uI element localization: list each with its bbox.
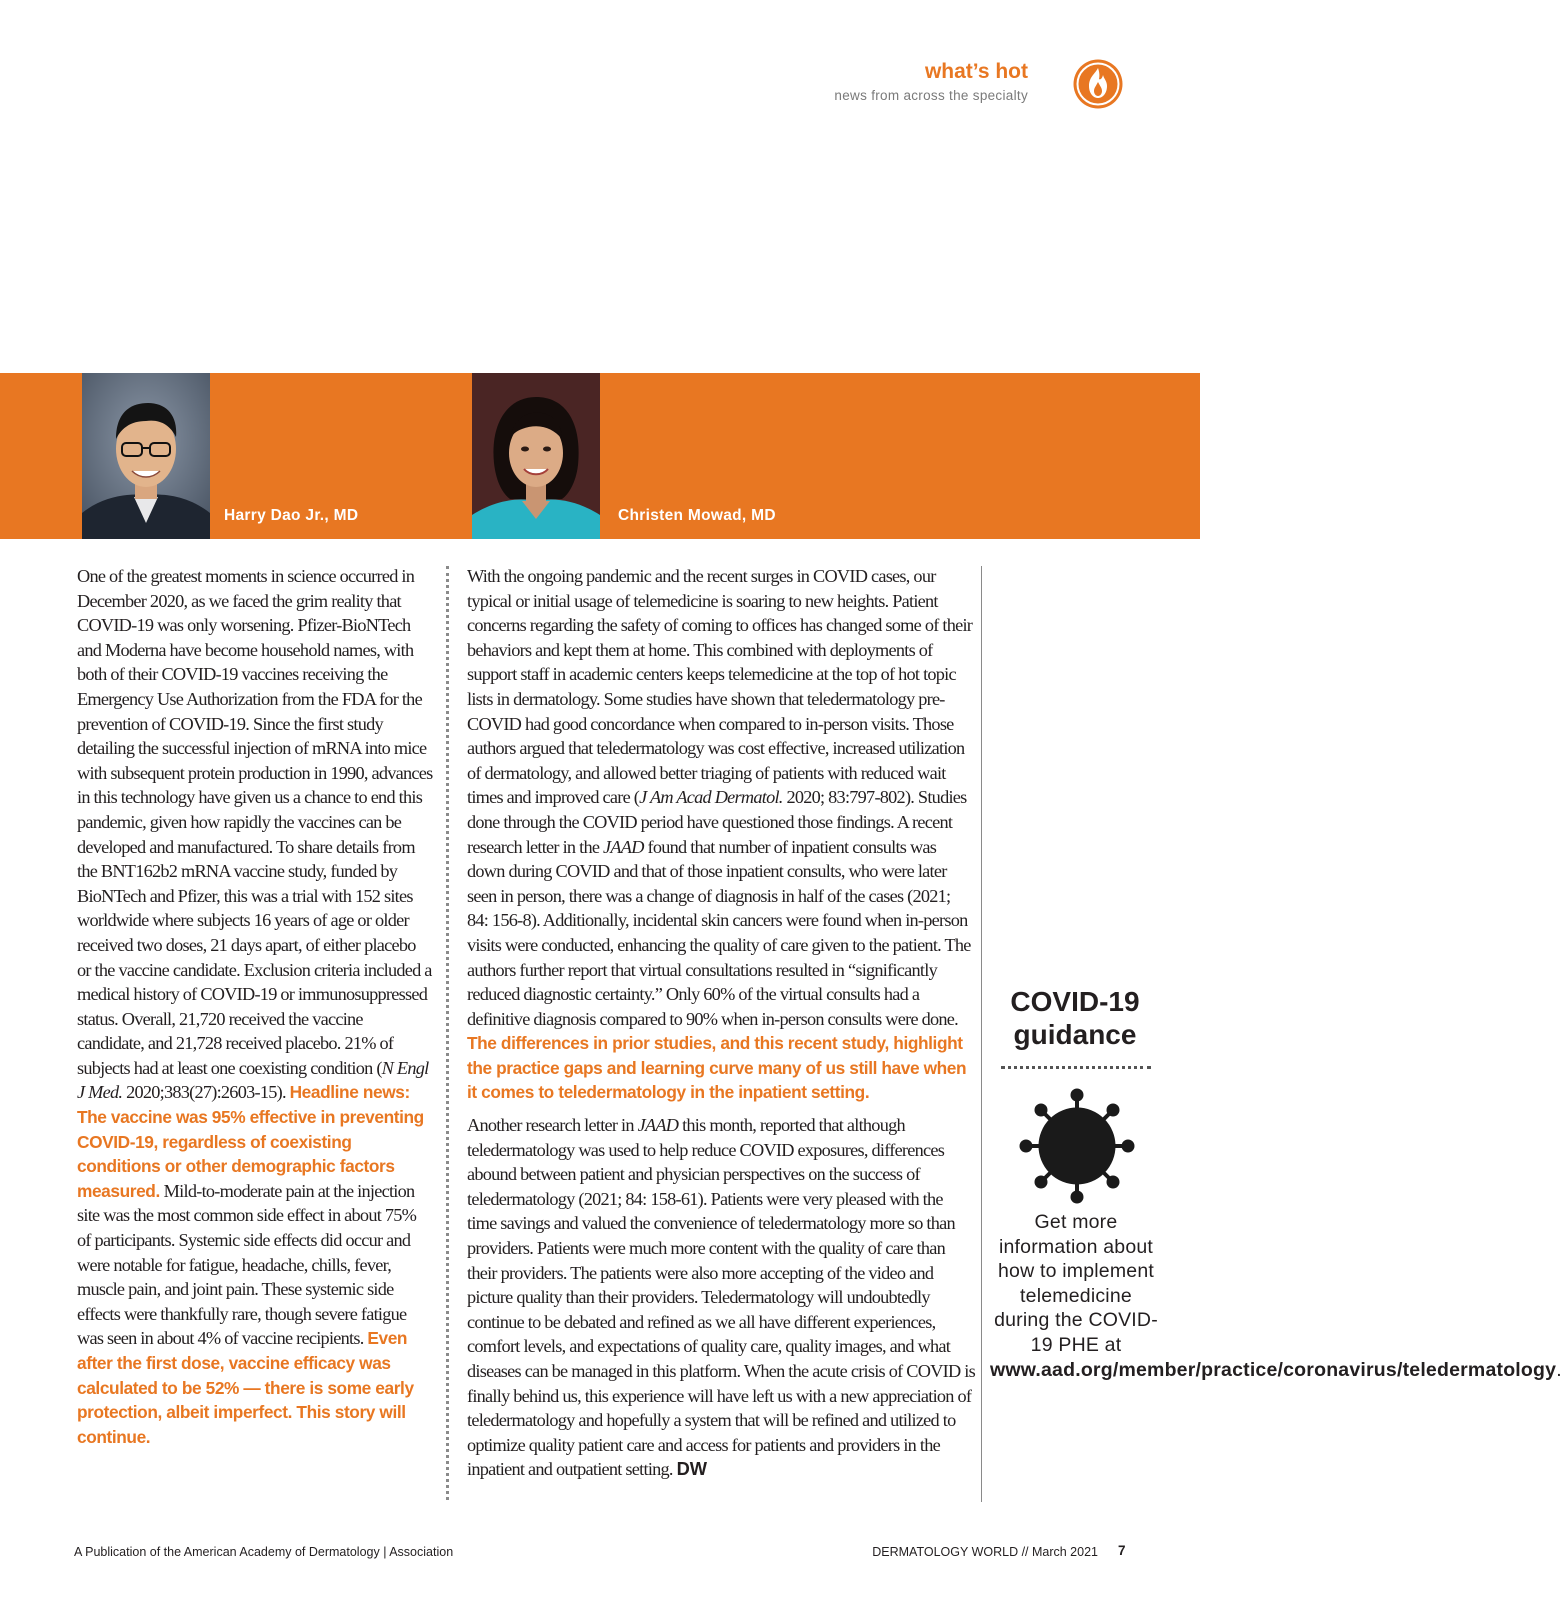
guidance-link[interactable]: www.aad.org/member/practice/coronavirus/teledermatology <box>990 1358 1557 1381</box>
footer-issue: DERMATOLOGY WORLD // March 2021 <box>872 1545 1098 1559</box>
flame-icon <box>1071 57 1125 111</box>
sidebar-title: COVID-19 guidance <box>1010 986 1140 1050</box>
section-subtitle: news from across the specialty <box>834 88 1028 103</box>
body-paragraph: With the ongoing pandemic and the recent surges in COVID cases, our typical or initial usage of telemedicine is soaring to new heights. Patient concerns regarding the safety of coming to offices has changed some of their behaviors and kept them at home. This combined with deployments of support staff in academic centers keeps telemedicine at the top of hot topic lists in dermatology. Some studies have shown that teledermatology pre-COVID had good concordance when compared to in-person visits. Those authors argued that teledermatology was cost effective, increased utilization of dermatology, and allowed better triaging of patients with reduced wait times and improved care (J Am Acad Dermatol. 2020; 83:797-802). Studies done through the COVID period have questioned those findings. A recent research letter in the JAAD found that number of inpatient consults was down during COVID and that of those inpatient consults, who were later seen in person, there was a change of diagnosis in half of the cases (2021; 84: 156-8). Additionally, incidental skin cancers were found when in-person visits were conducted, enhancing the quality of care given to the patient. The authors further report that virtual consultations resulted in “significantly reduced diagnostic certainty.” Only 60% of the virtual consults had a definitive diagnosis compared to 90% when in-person consults were done. The differences in prior studies, and this recent study, highlight the practice gaps and learning curve many of us still have when it comes to teledermatology in the inpatient setting. <box>467 566 973 1103</box>
author-photo-christen-mowad <box>472 373 600 539</box>
body-paragraph: Another research letter in JAAD this month, reported that although teledermatology was used to help reduce COVID exposures, differences abound between patient and physician perspectives on the success of teledermatology (2021; 84: 158-61). Patients were very pleased with the time savings and valued the convenience of teledermatology more so than providers. Patients were much more content with the quality of care than their providers. The patients were also more accepting of the video and picture quality than their providers. Teledermatology will undoubtedly continue to be debated and refined as we all have different experiences, comfort levels, and expectations of quality care, quality images, and what diseases can be managed in this platform. When the acute crisis of COVID is finally behind us, this experience will have left us with a new appreciation of teledermatology and hopefully a system that will be refined and utilized to optimize quality patient care and access for patients and providers in the inpatient and outpatient setting. DW <box>467 1115 975 1480</box>
footer-publisher: A Publication of the American Academy of Dermatology | Association <box>74 1545 454 1559</box>
page-number: 7 <box>1118 1543 1126 1558</box>
article-column-teledermatology <box>467 564 975 1482</box>
section-title: what’s hot <box>924 60 1028 83</box>
author-photo-harry-dao <box>82 373 210 539</box>
highlight-text: Headline news: The vaccine was 95% effective in preventing COVID-19, regardless of coexisting conditions or other demographic factors measured. <box>77 1082 424 1201</box>
column-divider <box>446 566 449 1500</box>
body-paragraph: One of the greatest moments in science occurred in December 2020, as we faced the grim reality that COVID-19 was only worsening. Pfizer-BioNTech and Moderna have become household names, with both of their COVID-19 vaccines receiving the Emergency Use Authorization from the FDA for the prevention of COVID-19. Since the first study detailing the successful injection of mRNA into mice with subsequent protein production in 1990, advances in this technology have given us a chance to end this pandemic, given how rapidly the vaccines can be developed and manufactured. To share details from the BNT162b2 mRNA vaccine study, funded by BioNTech and Pfizer, this was a trial with 152 sites worldwide where subjects 16 years of age or older received two doses, 21 days apart, of either placebo or the vaccine candidate. Exclusion criteria included a medical history of COVID-19 or immunosuppressed status. Overall, 21,720 received the vaccine candidate, and 21,728 received placebo. 21% of subjects had at least one coexisting condition (N Engl J Med. 2020;383(27):2603-15). Headline news: The vaccine was 95% effective in preventing COVID-19, regardless of coexisting conditions or other demographic factors measured. Mild-to-moderate pain at the injection site was the most common side effect in about 75% of participants. Systemic side effects did occur and were notable for fatigue, headache, chills, fever, muscle pain, and joint pain. These systemic side effects were thankfully rare, though severe fatigue was seen in about 4% of vaccine recipients. Even after the first dose, vaccine efficacy was calculated to be 52% — there is some early protection, albeit imperfect. This story will continue. <box>77 566 433 1447</box>
sidebar-dotted-rule <box>1001 1066 1151 1069</box>
sidebar-text: Get more information about how to implement telemedicine during the COVID-19 PHE at www.aad.org/member/practice/coronavirus/teledermatology. <box>990 1211 1562 1381</box>
highlight-text: The differences in prior studies, and this recent study, highlight the practice gaps and learning curve many of us still have when it comes to teledermatology in the inpatient setting. <box>467 1033 967 1103</box>
highlight-text: Even after the first dose, vaccine efficacy was calculated to be 52% — there is some early protection, albeit imperfect. This story will continue. <box>77 1328 414 1447</box>
sidebar-divider <box>981 566 982 1502</box>
article-column-vaccine <box>77 564 433 1449</box>
signoff: DW <box>676 1458 708 1480</box>
virus-icon <box>1018 1087 1136 1205</box>
author-name: Christen Mowad, MD <box>618 507 776 524</box>
author-name: Harry Dao Jr., MD <box>224 507 359 524</box>
